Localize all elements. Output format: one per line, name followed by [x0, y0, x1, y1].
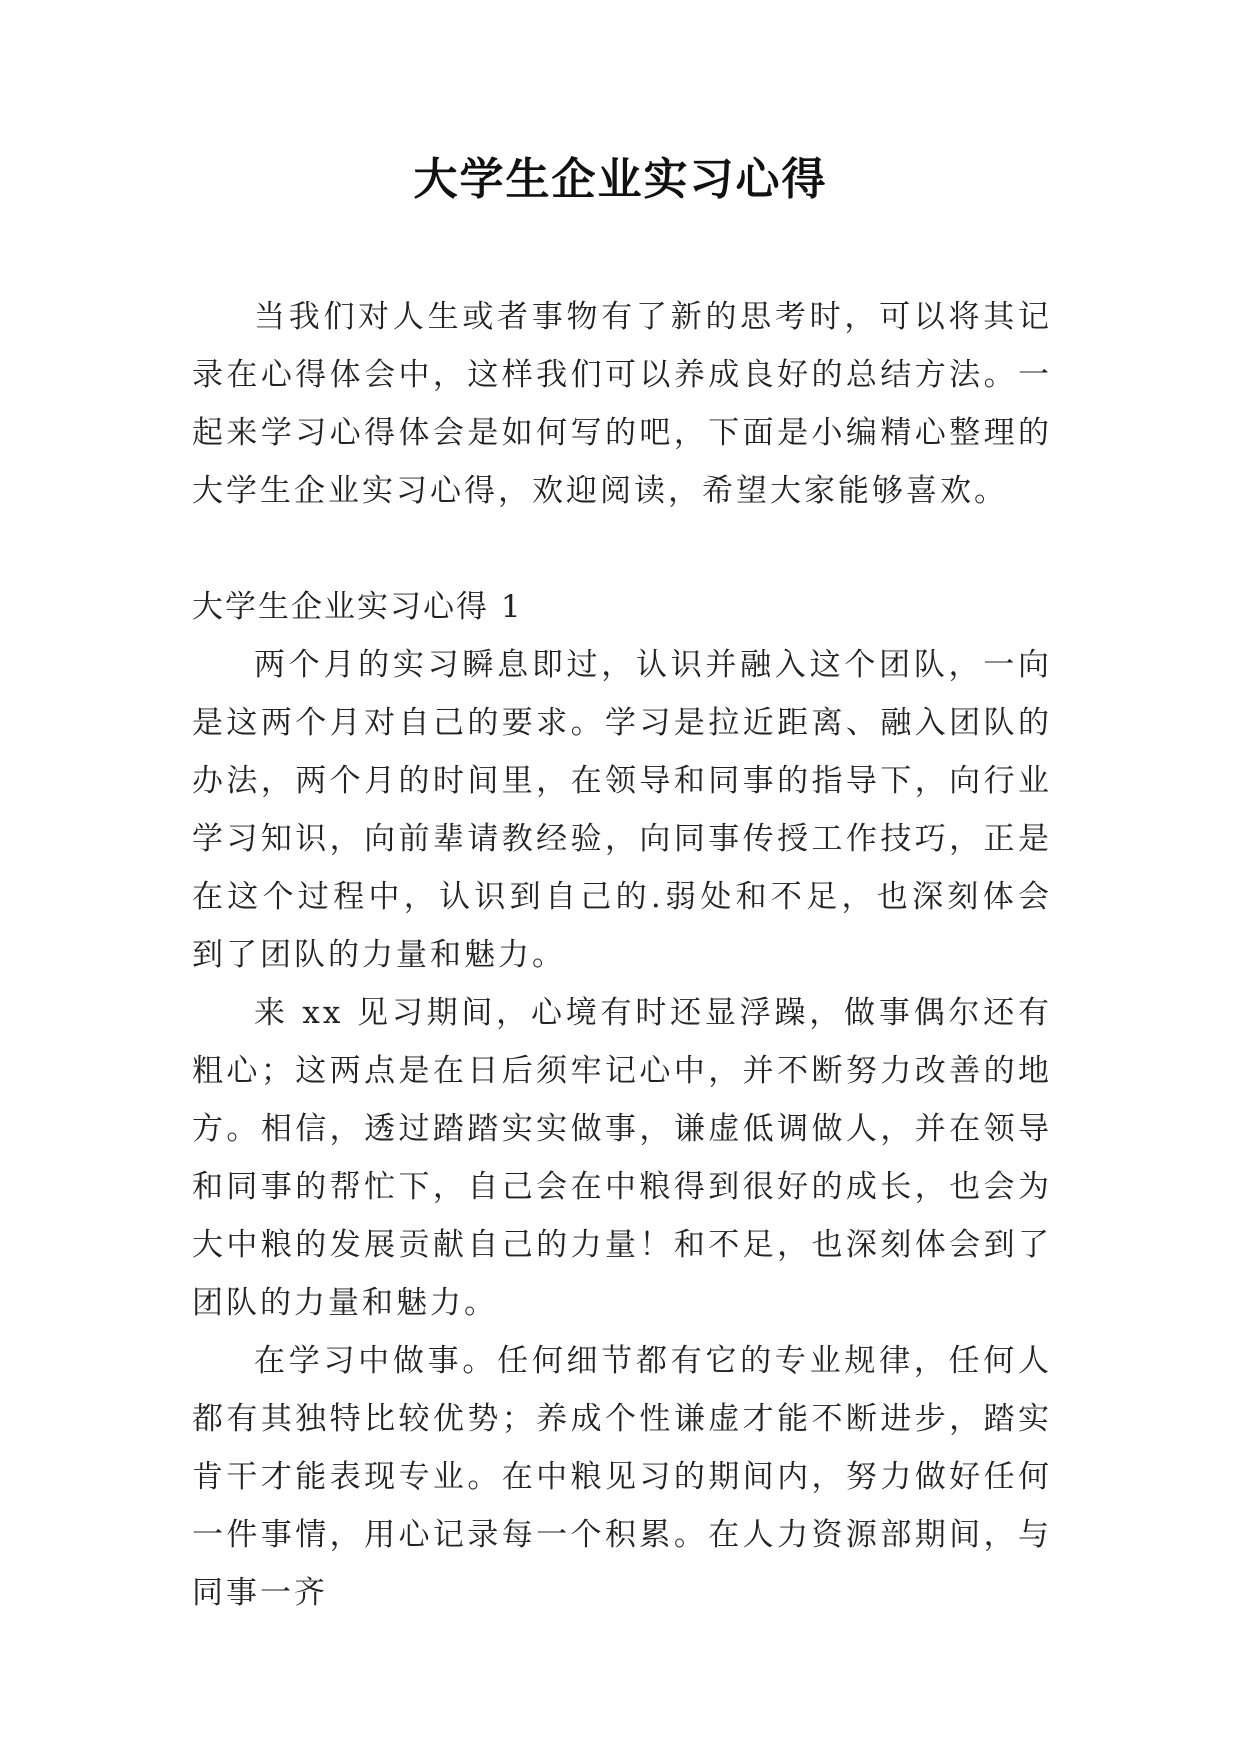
section-heading: 大学生企业实习心得 1 — [192, 589, 523, 625]
body-paragraph: 两个月的实习瞬息即过，认识并融入这个团队，一向是这两个月对自己的要求。学习是拉近距离、融入团队的办法，两个月的时间里，在领导和同事的指导下，向行业学习知识，向前辈请教经验，向同事传授工作技巧，正是在这个过程中，认识到自己的.弱处和不足，也深刻体会到了团队的力量和魅力。 — [192, 647, 1052, 973]
body-paragraph: 来 xx 见习期间，心境有时还显浮躁，做事偶尔还有粗心；这两点是在日后须牢记心中，并不断努力改善的地方。相信，透过踏踏实实做事，谦虚低调做人，并在领导和同事的帮忙下，自己会在中粮得到很好的成长，也会为大中粮的发展贡献自己的力量！和不足，也深刻体会到了团队的力量和魅力。 — [192, 995, 1052, 1321]
document-title: 大学生企业实习心得 — [413, 154, 828, 205]
intro-paragraph: 当我们对人生或者事物有了新的思考时，可以将其记录在心得体会中，这样我们可以养成良好的总结方法。一起来学习心得体会是如何写的吧，下面是小编精心整理的大学生企业实习心得，欢迎阅读，希望大家能够喜欢。 — [192, 299, 1052, 509]
intro-block — [192, 288, 1052, 520]
section-block — [192, 578, 1052, 1622]
body-paragraph: 在学习中做事。任何细节都有它的专业规律，任何人都有其独特比较优势；养成个性谦虚才能不断进步，踏实肯干才能表现专业。在中粮见习的期间内，努力做好任何一件事情，用心记录每一个积累。在人力资源部期间，与同事一齐 — [192, 1343, 1052, 1611]
